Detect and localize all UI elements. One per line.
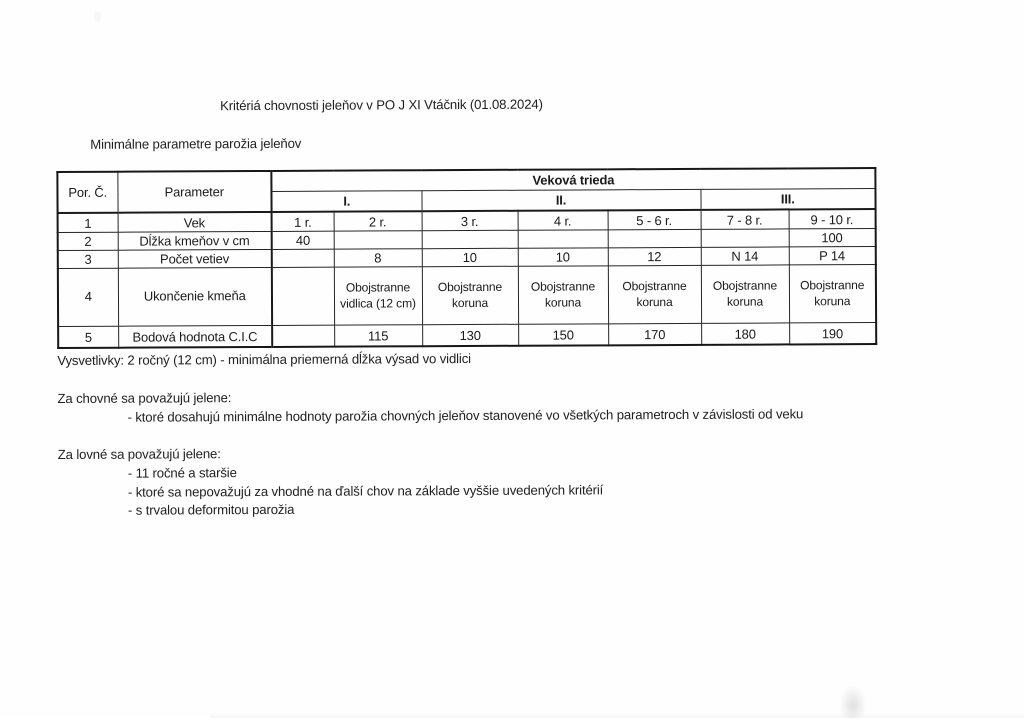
value-cell: 130 — [422, 324, 518, 346]
value-cell: 9 - 10 r. — [789, 209, 876, 229]
parameter-cell: Vek — [118, 212, 272, 232]
age-class-I-header: I. — [271, 191, 421, 212]
value-cell: Obojstranne koruna — [701, 265, 789, 323]
value-cell — [422, 230, 518, 248]
age-class-group-header: Veková trieda — [271, 168, 875, 191]
value-cell: Obojstranne koruna — [422, 266, 518, 324]
value-cell: N 14 — [701, 247, 789, 265]
row-number-cell: 5 — [58, 326, 118, 348]
col-number-header: Por. Č. — [57, 172, 117, 213]
value-cell: 190 — [789, 323, 876, 345]
age-class-II-header: II. — [421, 189, 700, 211]
value-cell: 10 — [422, 248, 518, 266]
value-cell — [701, 229, 789, 247]
hunting-criteria-item: - ktoré sa nepovažujú za vhodné na ďalší chov na základe vyššie uvedených kritérií — [127, 482, 604, 500]
criteria-table-wrapper — [56, 167, 875, 349]
parameter-cell: Ukončenie kmeňa — [118, 267, 272, 326]
legend-note: Vysvetlivky: 2 ročný (12 cm) - minimálna priemerná dĺžka výsad vo vidlici — [57, 350, 471, 369]
value-cell: P 14 — [789, 247, 876, 265]
hunting-criteria-item: - s trvalou deformitou parožia — [127, 501, 295, 518]
value-cell: 3 r. — [422, 211, 518, 231]
value-cell: 115 — [334, 325, 422, 347]
age-class-III-header: III. — [700, 189, 875, 210]
value-cell — [272, 267, 334, 325]
row-number-cell: 3 — [58, 250, 118, 268]
scan-speck-artifact — [94, 12, 101, 22]
hunting-criteria-item: - 11 ročné a staršie — [127, 465, 237, 481]
value-cell: 8 — [334, 249, 422, 267]
value-cell: 40 — [272, 231, 334, 249]
breeding-criteria-item: - ktoré dosahujú minimálne hodnoty parožia chovných jeleňov stanovené vo všetkých parametroch v závislosti od veku — [127, 406, 804, 425]
value-cell — [272, 325, 334, 347]
value-cell: Obojstranne koruna — [789, 265, 876, 323]
value-cell: Obojstranne koruna — [608, 265, 701, 323]
value-cell: 4 r. — [518, 210, 608, 230]
value-cell: 170 — [608, 323, 701, 345]
table-row — [58, 323, 876, 348]
value-cell: 1 r. — [272, 212, 334, 232]
document-subtitle: Minimálne parametre parožia jeleňov — [90, 135, 302, 152]
value-cell — [334, 231, 422, 249]
value-cell — [608, 229, 701, 247]
row-number-cell: 1 — [58, 213, 118, 233]
row-number-cell: 4 — [58, 268, 118, 326]
value-cell: 10 — [518, 248, 608, 266]
breeding-criteria-heading: Za chovné sa považujú jelene: — [57, 390, 232, 407]
value-cell: 150 — [518, 324, 608, 346]
scan-edge-shadow — [210, 713, 1024, 718]
value-cell: 2 r. — [334, 211, 422, 231]
col-parameter-header: Parameter — [117, 171, 271, 213]
hunting-criteria-heading: Za lovné sa považujú jelene: — [57, 446, 221, 463]
parameter-cell: Dĺžka kmeňov v cm — [118, 231, 272, 250]
value-cell: 12 — [608, 247, 701, 265]
parameter-cell: Bodová hodnota C.I.C — [118, 325, 272, 347]
parameter-cell: Počet vetiev — [118, 249, 272, 268]
value-cell: Obojstranne vidlica (12 cm) — [334, 267, 422, 325]
value-cell: 5 - 6 r. — [608, 210, 701, 230]
value-cell: 7 - 8 r. — [701, 209, 789, 229]
criteria-table — [56, 167, 877, 349]
document-title: Kritériá chovnosti jeleňov v PO J XI Vtáčnik (01.08.2024) — [220, 96, 543, 114]
value-cell: Obojstranne koruna — [518, 266, 608, 324]
value-cell: 100 — [789, 229, 876, 247]
table-row — [58, 265, 876, 327]
value-cell — [518, 230, 608, 248]
row-number-cell: 2 — [58, 232, 118, 250]
value-cell: 180 — [701, 323, 789, 345]
value-cell — [272, 249, 334, 267]
